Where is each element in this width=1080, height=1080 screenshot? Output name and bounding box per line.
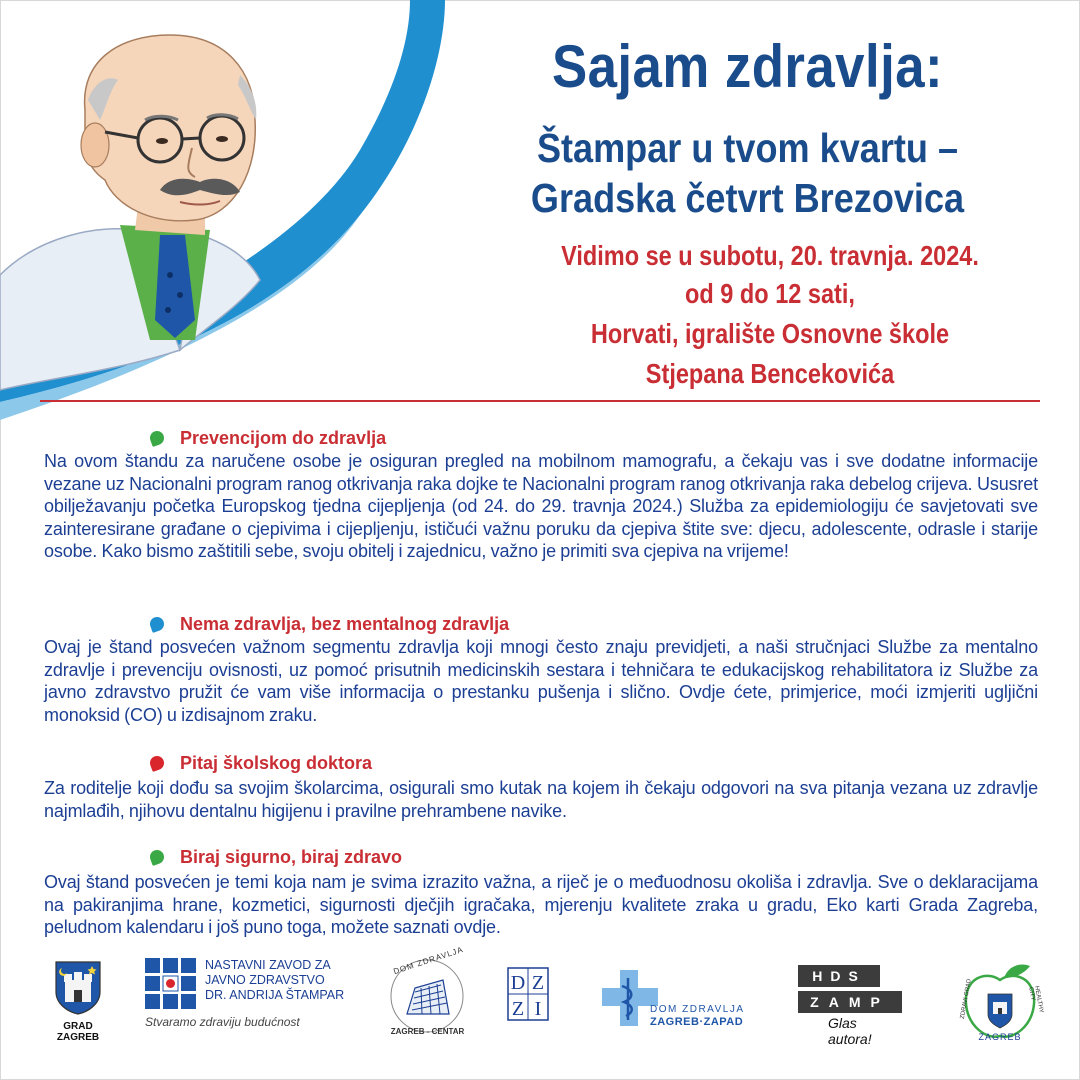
- green-leaf-icon: [148, 429, 166, 447]
- hds-zamp-top: HDS: [798, 965, 880, 987]
- blue-leaf-icon: [148, 615, 166, 633]
- dz-zapad-line-2: ZAGREB·ZAPAD: [650, 1016, 744, 1028]
- healthy-city-logo: [958, 960, 1042, 1044]
- red-divider: [40, 400, 1040, 402]
- healthy-city-right-text: HEALTHY CITY: [1027, 985, 1044, 1014]
- dzzi-logo: [500, 964, 555, 1024]
- healthy-city-left-text: ZDRAVI GRAD: [959, 978, 973, 1020]
- page-subtitle-line-1: Štampar u tvom kvartu –: [536, 125, 959, 171]
- event-time: od 9 do 12 sati,: [685, 278, 855, 309]
- section-text: Za roditelje koji dođu sa svojim školarcima, osigurali smo kutak na kojem ih čekaju odgovori na sva pitanja vezana uz zdravlje najmlađih, njihovu dentalnu higijenu i pravilne prehrambene navike.: [44, 778, 1038, 821]
- nzjz-name-line-3: DR. ANDRIJA ŠTAMPAR: [205, 988, 345, 1002]
- event-location-line-1: Horvati, igralište Osnovne škole: [590, 318, 950, 349]
- nzjz-name-line-2: JAVNO ZDRAVSTVO: [205, 973, 325, 987]
- section-title: Prevencijom do zdravlja: [180, 428, 387, 448]
- dz-centar-logo: [385, 944, 470, 1044]
- nzjz-tagline: Stvaramo zdraviju budućnost: [145, 1015, 300, 1029]
- section-heading: [150, 612, 509, 636]
- section-heading: [150, 426, 386, 450]
- svg-text:I: I: [534, 998, 542, 1020]
- section-text: Ovaj je štand posvećen važnom segmentu zdravlja koji mnogi često znaju previdjeti, a naši stručnjaci Službe za mentalno zdravlje i prevenciju ovisnosti, uz pomoć prisutnih medicinskih sestara i tehničara te edukacijskog rehabilitatora iz Službe za javno zdravstvo pružit će vam više informacija o prestanku pušenja i slično. Ovdje ćete, primjerice, moći izmjeriti ugljični monoksid (CO) u izdisajnom zraku.: [44, 637, 1038, 725]
- hds-zamp-middle: ZAMP: [798, 991, 902, 1013]
- green-leaf-icon: [148, 848, 166, 866]
- page-title: Sajam zdravlja:: [551, 33, 944, 100]
- event-date: Vidimo se u subotu, 20. travnja. 2024.: [561, 240, 979, 271]
- section-text: Ovaj štand posvećen je temi koja nam je svima izrazito važna, a riječ je o međuodnosu okoliša i zdravlja. Sve o deklaracijama na pakiranjima hrane, kozmetici, sigurnosti dječjih igračaka, mjerenju kvalitete zraka u gradu, Eko karti Grada Zagreba, peludnom kalendaru i još puno toga, možete saznati ovdje.: [44, 872, 1038, 938]
- hds-zamp-logo: [798, 965, 903, 1047]
- dz-centar-bottom-text: ZAGREB - CENTAR: [390, 1027, 465, 1036]
- dzzi-mark-icon: [500, 964, 555, 1024]
- grad-zagreb-logo: [48, 958, 108, 1043]
- section-title: Pitaj školskog doktora: [180, 753, 373, 773]
- healthy-city-bottom-text: ZAGREB: [978, 1032, 1022, 1042]
- nzjz-logo: [145, 958, 365, 1029]
- nzjz-name-line-1: NASTAVNI ZAVOD ZA: [205, 958, 331, 972]
- svg-text:D: D: [510, 972, 526, 994]
- event-location-line-2: Stjepana Bencekovića: [645, 358, 895, 389]
- section-heading: [150, 751, 372, 775]
- dz-centar-top-text: DOM ZDRAVLJA: [392, 944, 465, 977]
- grad-zagreb-line-1: GRAD: [63, 1021, 93, 1032]
- section-title: Nema zdravlja, bez mentalnog zdravlja: [180, 614, 510, 634]
- red-leaf-icon: [148, 754, 166, 772]
- section-heading: [150, 845, 402, 869]
- dz-zapad-logo: [600, 968, 765, 1034]
- hds-zamp-tagline: Glas autora!: [828, 1015, 872, 1047]
- section-title: Biraj sigurno, biraj zdravo: [180, 847, 403, 867]
- page-subtitle-line-2: Gradska četvrt Brezovica: [530, 175, 965, 221]
- section-text: Na ovom štandu za naručene osobe je osiguran pregled na mobilnom mamografu, a čekaju vas i sve dodatne informacije vezane uz Nacionalni program ranog otkrivanja raka dojke te Nacionalni program ranog otkrivanja raka debelog crijeva. Ususret obilježavanju početka Europskog tjedna cijepljenja (od 24. do 29. travnja 2024.) Služba za epidemiologiju će savjetovati sve zainteresirane građane o cjepivima i cijepljenju, ističući važnu poruku da cjepiva štite sve: djecu, adolescente, odrasle i starije osobe. Kako bismo zaštitili sebe, svoju obitelj i zajednicu, važno je primiti sva cjepiva na vrijeme!: [44, 451, 1038, 562]
- svg-text:Z: Z: [511, 998, 525, 1020]
- grad-zagreb-line-2: ZAGREB: [56, 1032, 100, 1043]
- zagreb-coat-of-arms-icon: [48, 958, 108, 1016]
- nzjz-mark-icon: [145, 958, 197, 1010]
- andrija-stampar-portrait: [0, 20, 380, 400]
- svg-text:Z: Z: [531, 972, 545, 994]
- dz-zapad-line-1: DOM ZDRAVLJA: [650, 1004, 745, 1015]
